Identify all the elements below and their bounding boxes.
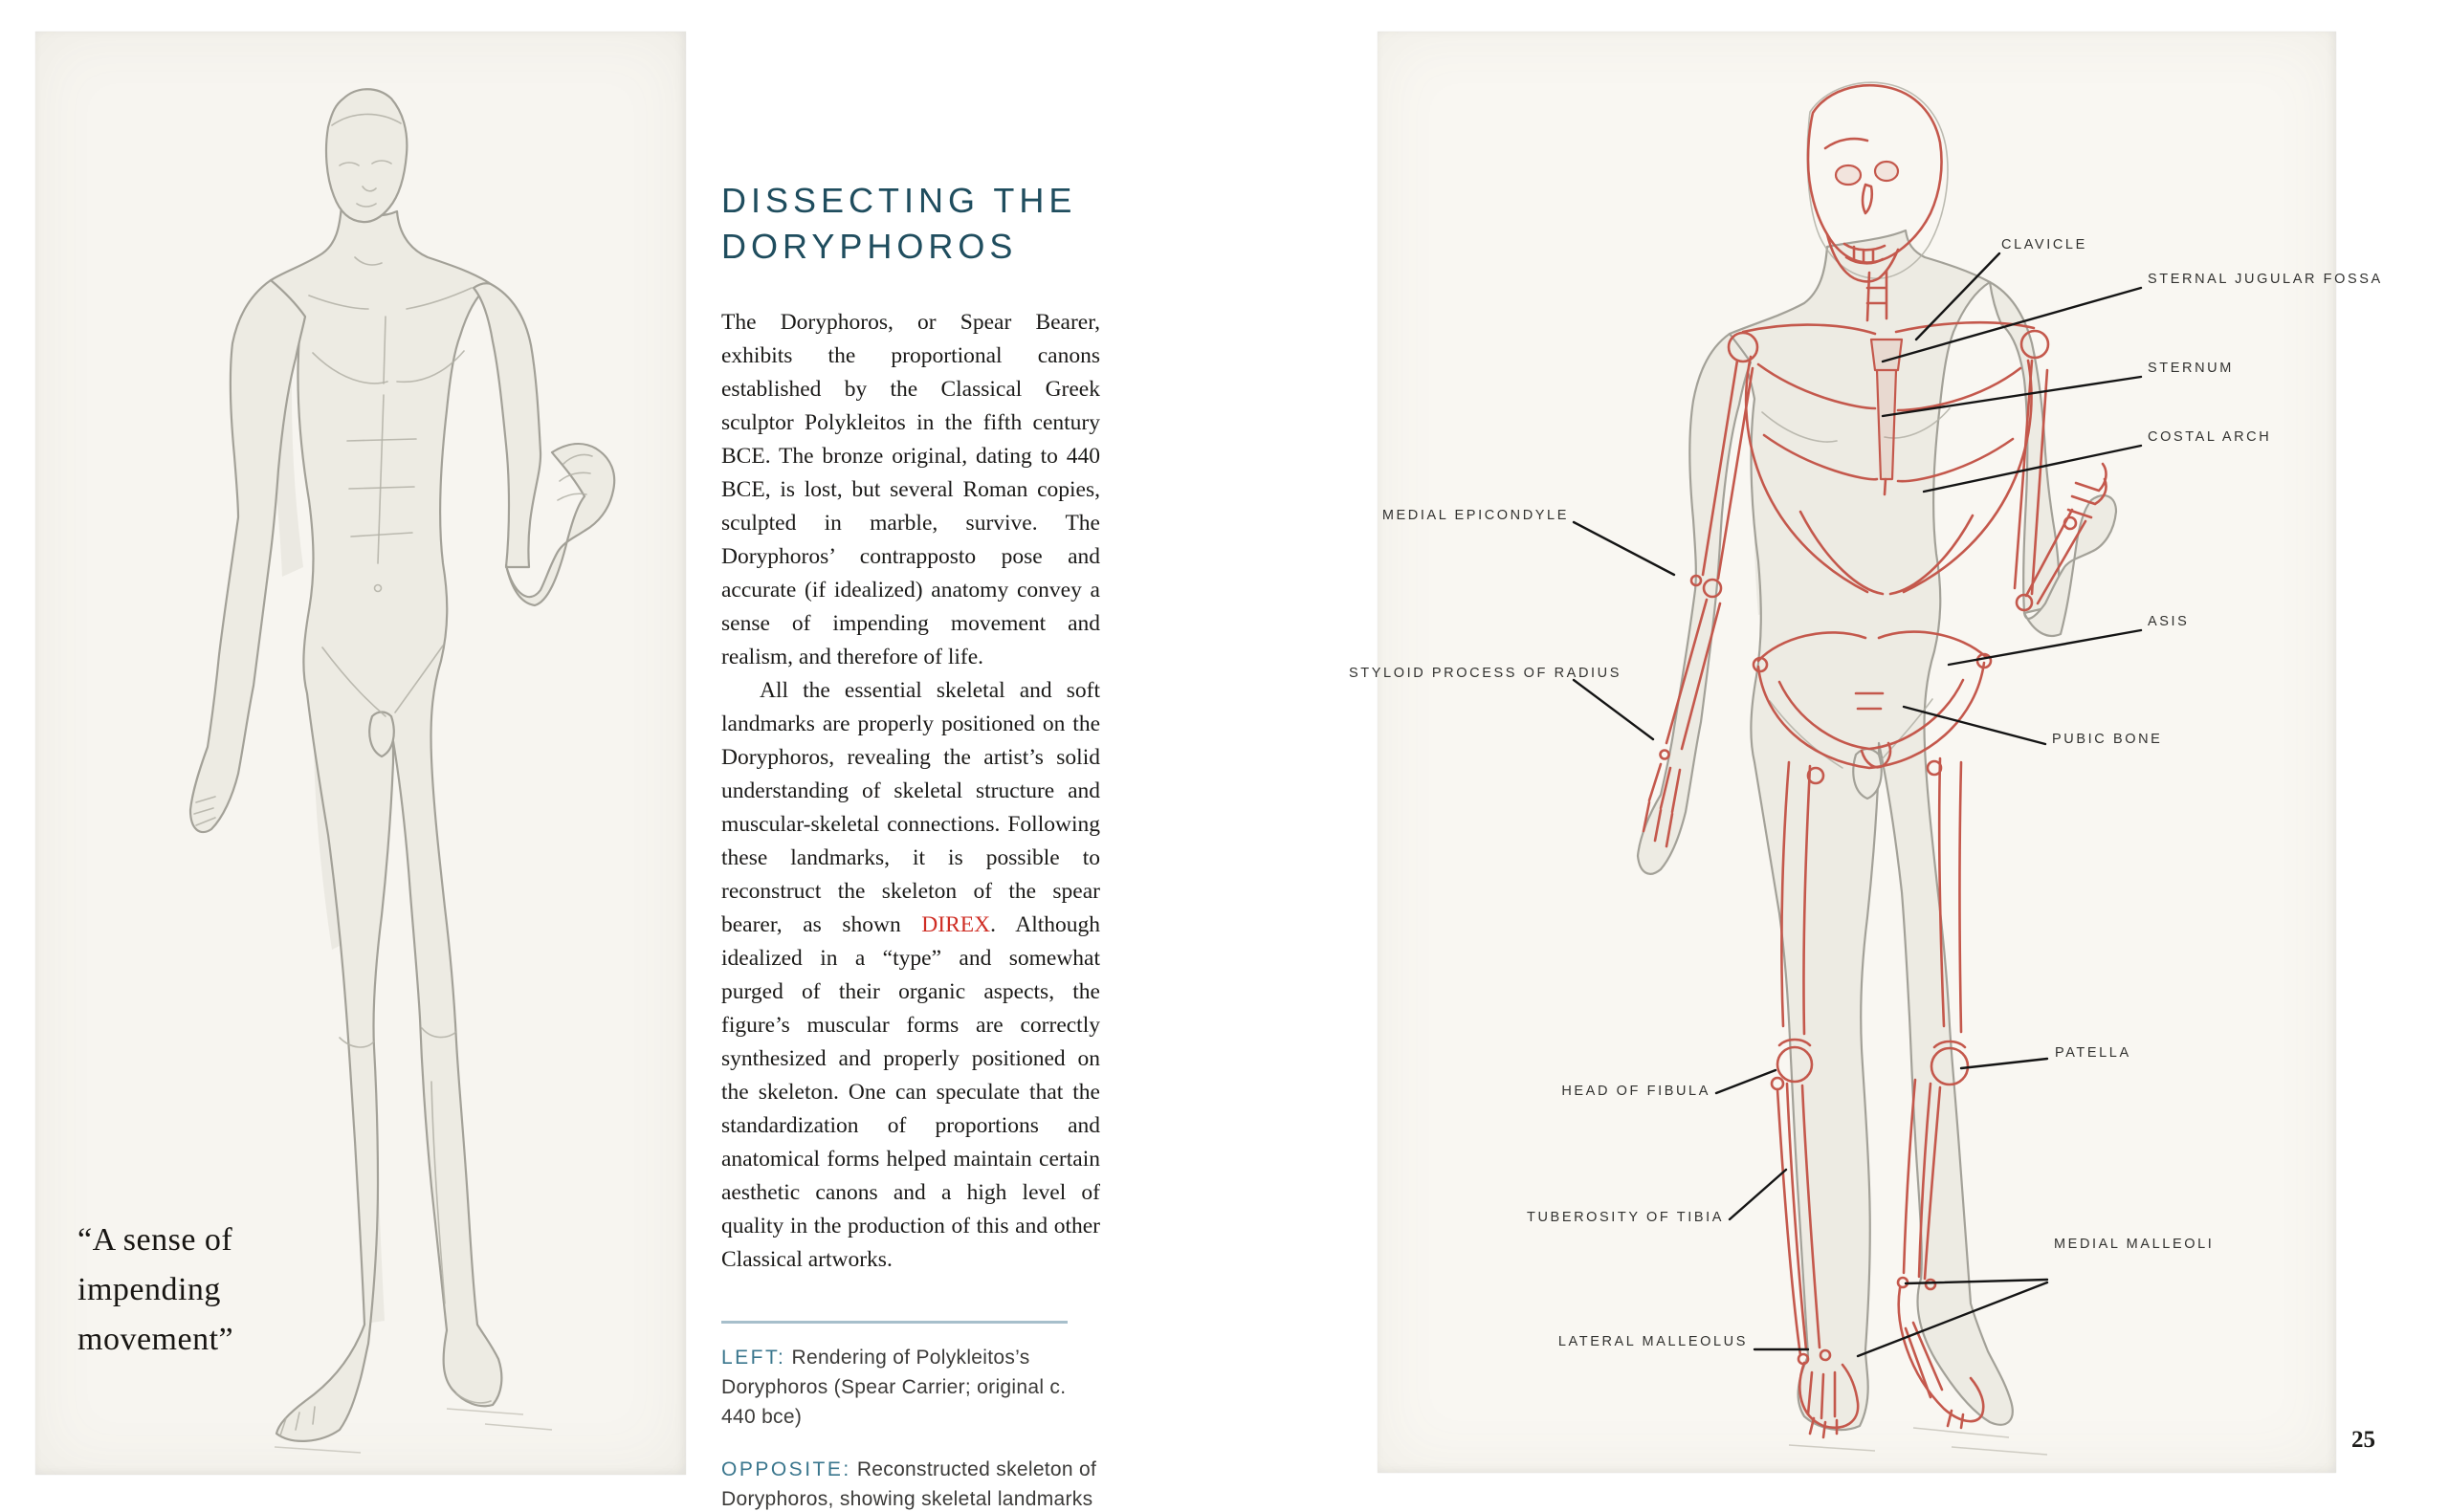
label-costal-arch: COSTAL ARCH xyxy=(2148,429,2272,445)
leader-patella xyxy=(1961,1059,2047,1068)
label-medial-epicondyle: MEDIAL EPICONDYLE xyxy=(1381,508,1569,523)
caption-opposite-label: OPPOSITE: xyxy=(721,1458,851,1480)
quote-line: impending xyxy=(77,1272,221,1307)
caption-opposite-text: Reconstructed skeleton of Doryphoros, showing skeletal landmarks xyxy=(721,1458,1097,1510)
leader-head-of-fibula xyxy=(1716,1070,1776,1093)
label-sternal-jugular-fossa: STERNAL JUGULAR FOSSA xyxy=(2148,272,2383,287)
caption-left xyxy=(721,1343,1100,1432)
leader-tuberosity-of-tibia xyxy=(1730,1170,1786,1219)
paragraph-2-text: All the essential skeletal and soft landmarks are properly positioned on the Doryphoros, revealing the artist’s solid understanding of skeletal structure and muscular-skeletal connections. Following these landmarks, it is possible to reconstruct the skeleton of the spear bearer, as shown xyxy=(721,678,1100,937)
caption-divider-rule xyxy=(721,1321,1068,1324)
label-asis: ASIS xyxy=(2148,614,2190,629)
page-title xyxy=(721,178,1100,270)
paragraph-1: The Doryphoros, or Spear Bearer, exhibits the proportional canons established by the Classical Greek sculptor Polykleitos in the fifth century BCE. The bronze original, dating to 440 BCE, is lost, but several Roman copies, sculpted in marble, survive. The Doryphoros’ contrapposto pose and accurate (if idealized) anatomy convey a sense of impending movement and realism, and therefore of life. xyxy=(721,310,1100,669)
label-tuberosity-of-tibia: TUBEROSITY OF TIBIA xyxy=(1527,1210,1724,1225)
title-line-1: DISSECTING THE xyxy=(721,181,1077,220)
label-patella: PATELLA xyxy=(2055,1045,2131,1061)
label-medial-malleoli: MEDIAL MALLEOLI xyxy=(2054,1237,2215,1252)
title-line-2: DORYPHOROS xyxy=(721,227,1018,266)
label-pubic-bone: PUBIC BONE xyxy=(2052,732,2163,747)
quote-line: “A sense of xyxy=(77,1222,233,1258)
quote-line: movement” xyxy=(77,1322,234,1357)
leader-styloid-process xyxy=(1574,680,1653,739)
label-lateral-malleolus: LATERAL MALLEOLUS xyxy=(1557,1334,1748,1349)
left-page-scan xyxy=(35,32,686,1475)
paragraph-2-text-after: . Although idealized in a “type” and somewhat purged of their organic aspects, the figure’s muscular forms are correctly synthesized and properly positioned on the skeleton. One can speculate that the standardization of proportions and anatomical forms helped maintain certain aesthetic canons and a high level of quality in the production of this and other Classical artworks. xyxy=(721,912,1101,1272)
label-styloid-process-of-radius: STYLOID PROCESS OF RADIUS xyxy=(1349,666,1622,681)
leader-medial-epicondyle xyxy=(1574,522,1674,575)
skeleton-figure-drawing xyxy=(1378,32,2336,1473)
label-head-of-fibula: HEAD OF FIBULA xyxy=(1561,1084,1710,1099)
figure-reference: DIREX xyxy=(921,912,991,937)
caption-block xyxy=(721,1321,1100,1512)
article-column xyxy=(721,178,1100,1512)
paragraph-2 xyxy=(721,674,1100,1277)
caption-left-label: LEFT: xyxy=(721,1347,786,1369)
label-sternum: STERNUM xyxy=(2148,361,2234,376)
page-number: 25 xyxy=(2351,1427,2375,1453)
caption-left-text: Rendering of Polykleitos’s Doryphoros (Spear Carrier; original c. 440 bce) xyxy=(721,1347,1067,1428)
caption-opposite xyxy=(721,1455,1100,1512)
label-clavicle: CLAVICLE xyxy=(2001,237,2087,252)
pull-quote xyxy=(77,1216,233,1365)
